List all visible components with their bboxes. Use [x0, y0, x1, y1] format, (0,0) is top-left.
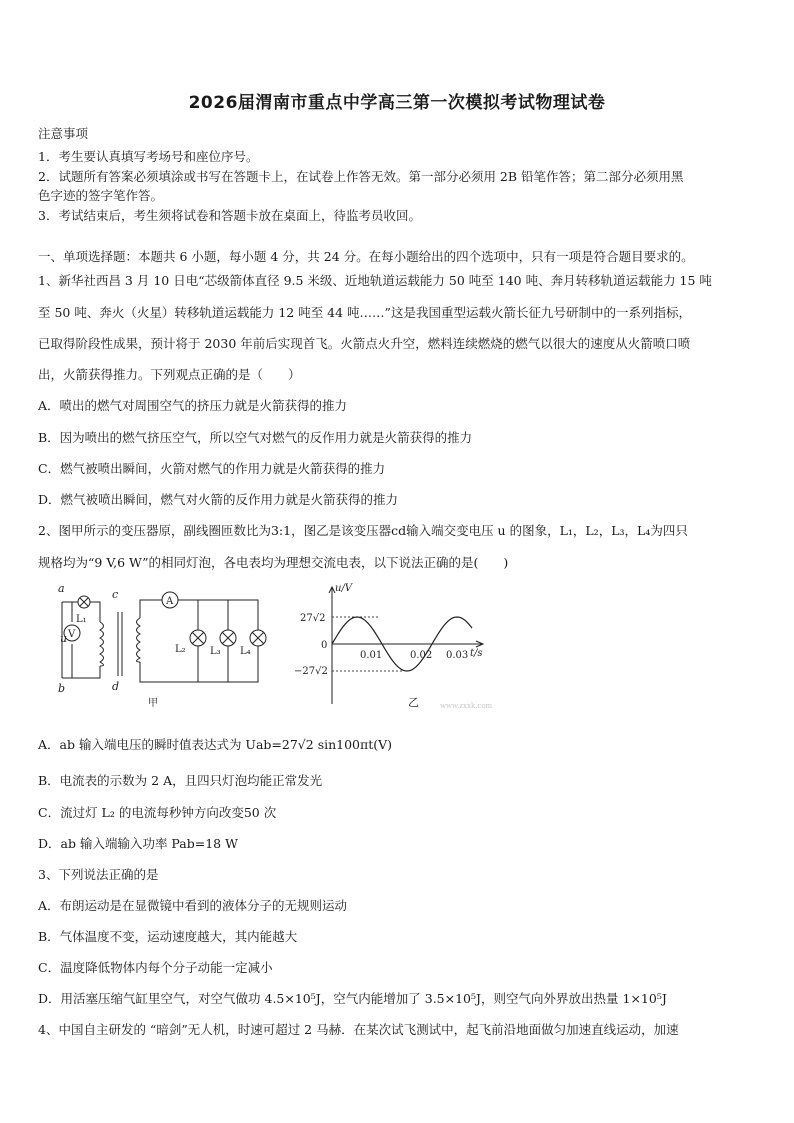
- x-axis: [332, 641, 483, 647]
- lamp-l3: [220, 630, 236, 646]
- voltmeter-label: V: [68, 629, 76, 640]
- q2-stem-line: 2、图甲所示的变压器原，副线圈匝数比为3:1，图乙是该变压器cd输入端交变电压 u 的图象，L₁，L₂，L₃，L₄为四只: [38, 523, 688, 538]
- primary-coil: [100, 622, 104, 666]
- q3-option-c: C．温度降低物体内每个分子动能一定减小: [38, 960, 273, 975]
- graph-x-label: t/s: [470, 648, 483, 659]
- wire: [62, 666, 100, 678]
- q1-option-a: A．喷出的燃气对周围空气的挤压力就是火箭获得的推力: [38, 398, 348, 413]
- q2-option-d: D．ab 输入端输入功率 Pab=18 W: [38, 836, 238, 851]
- label-l1: L₁: [76, 614, 87, 625]
- figure-caption-jia: 甲: [148, 698, 158, 709]
- label-l4: L₄: [240, 646, 251, 657]
- page-title: 2026届渭南市重点中学高三第一次模拟考试物理试卷: [188, 93, 606, 113]
- q2-figure: [38, 582, 538, 722]
- graph-zero-label: 0: [321, 640, 328, 651]
- notice-item: 2．试题所有答案必须填涂或书写在答题卡上，在试卷上作答无效。第一部分必须用 2B 铅笔作答；第二部分必须用黑: [38, 169, 684, 184]
- q3-option-b: B．气体温度不变，运动速度越大，其内能越大: [38, 929, 298, 944]
- label-u: u: [60, 632, 68, 645]
- q1-stem-line: 已取得阶段性成果，预计将于 2030 年前后实现首飞。火箭点火升空，燃料连续燃烧的燃气以很大的速度从火箭喷口喷: [38, 336, 691, 351]
- notice-item: 1．考生要认真填写考场号和座位序号。: [38, 149, 259, 164]
- q1-option-c: C．燃气被喷出瞬间，火箭对燃气的作用力就是火箭获得的推力: [38, 461, 386, 476]
- lamp-l2: [190, 630, 206, 646]
- graph-tick-t2: 0.02: [410, 650, 433, 661]
- voltage-graph: [294, 583, 493, 710]
- transformer-circuit: [62, 592, 266, 682]
- lamp-l1: [78, 596, 90, 608]
- notice-item: 色字迹的签字笔作答。: [38, 188, 164, 203]
- transformer-core: [118, 612, 122, 676]
- watermark: www.zxxk.com: [440, 702, 493, 710]
- terminal-a: a: [58, 582, 65, 595]
- secondary-coil: [137, 618, 141, 662]
- q1-option-b: B．因为喷出的燃气挤压空气，所以空气对燃气的反作用力就是火箭获得的推力: [38, 430, 473, 445]
- q2-option-b: B．电流表的示数为 2 A，且四只灯泡均能正常发光: [38, 773, 323, 788]
- label-l2: L₂: [175, 644, 186, 655]
- q2-option-a: A．ab 输入端电压的瞬时值表达式为 Uab=27√2 sin100πt(V): [38, 737, 393, 752]
- ammeter-label: A: [166, 596, 174, 607]
- figure-caption-yi: 乙: [408, 696, 419, 709]
- terminal-c: c: [112, 588, 119, 601]
- terminal-b: b: [58, 682, 66, 695]
- notice-item: 3．考试结束后，考生须将试卷和答题卡放在桌面上，待监考员收回。: [38, 208, 421, 223]
- graph-ymin-label: −27√2: [294, 666, 328, 677]
- terminal-d: d: [112, 680, 120, 693]
- q3-option-a: A．布朗运动是在显微镜中看到的液体分子的无规则运动: [38, 898, 348, 913]
- graph-tick-t3: 0.03: [446, 650, 469, 661]
- lamp-l4: [250, 630, 266, 646]
- graph-tick-t1: 0.01: [360, 650, 383, 661]
- q2-option-c: C．流过灯 L₂ 的电流每秒钟方向改变50 次: [38, 805, 277, 820]
- label-l3: L₃: [210, 646, 221, 657]
- section-heading: 一、单项选择题：本题共 6 小题，每小题 4 分，共 24 分。在每小题给出的四个选项中，只有一项是符合题目要求的。: [38, 249, 694, 264]
- q3-stem: 3、下列说法正确的是: [38, 867, 159, 882]
- y-axis: [329, 587, 335, 704]
- q1-stem-line: 1、新华社西昌 3 月 10 日电“芯级箭体直径 9.5 米级、近地轨道运载能力 50 吨至 140 吨、奔月转移轨道运载能力 15 吨: [38, 273, 712, 288]
- graph-y-label: u/V: [335, 583, 353, 594]
- q2-stem-line: 规格均为“9 V,6 W”的相同灯泡，各电表均为理想交流电表，以下说法正确的是( ): [38, 555, 509, 570]
- q1-stem-line: 至 50 吨、奔火（火星）转移轨道运载能力 12 吨至 44 吨……”这是我国重型运载火箭长征九号研制中的一系列指标，: [38, 305, 691, 320]
- graph-ymax-label: 27√2: [300, 613, 326, 624]
- q1-stem-line: 出，火箭获得推力。下列观点正确的是（ ）: [38, 367, 301, 382]
- q3-option-d: D．用活塞压缩气缸里空气，对空气做功 4.5×10⁵J，空气内能增加了 3.5×10⁵J，则空气向外界放出热量 1×10⁵J: [38, 991, 667, 1006]
- notice-heading: 注意事项: [38, 126, 89, 141]
- q4-stem-line: 4、中国自主研发的 “暗剑”无人机，时速可超过 2 马赫．在某次试飞测试中，起飞前沿地面做匀加速直线运动，加速: [38, 1022, 679, 1037]
- q1-option-d: D．燃气被喷出瞬间，燃气对火箭的反作用力就是火箭获得的推力: [38, 492, 399, 507]
